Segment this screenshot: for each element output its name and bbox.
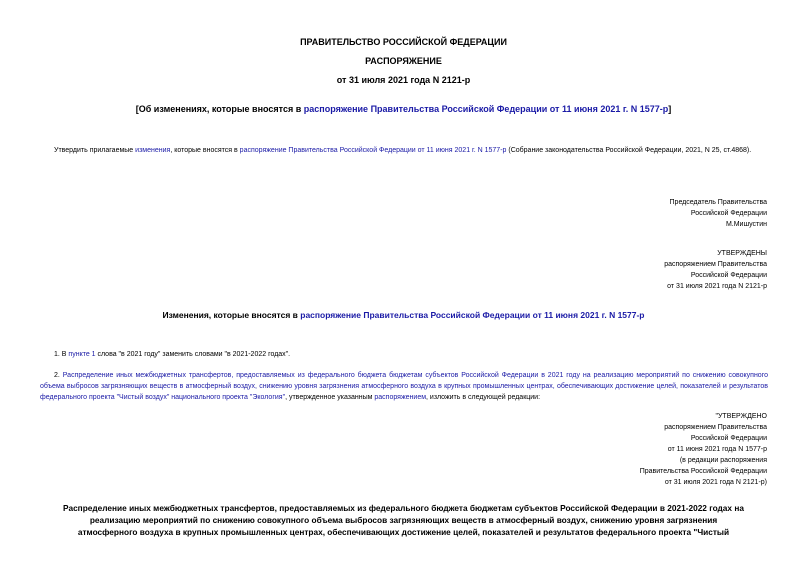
approved2-line-5: (в редакции распоряжения bbox=[679, 457, 767, 464]
distribution-title bbox=[0, 502, 807, 538]
approval-line-4: от 31 июля 2021 года N 2121-р bbox=[667, 283, 767, 290]
item-1-text-2: слова "в 2021 году" заменить словами "в 2021-2022 годах". bbox=[95, 351, 291, 358]
item-2-number: 2. bbox=[54, 372, 63, 379]
changes-title-text: Изменения, которые вносятся в bbox=[162, 310, 301, 320]
title-prefix: [Об изменениях, которые вносятся в bbox=[135, 104, 304, 114]
approved2-line-7: от 31 июля 2021 года N 2121-р) bbox=[664, 479, 767, 486]
changes-link[interactable]: изменения bbox=[135, 147, 171, 154]
item-1-text-1: 1. В bbox=[54, 351, 69, 358]
document-title bbox=[0, 104, 807, 115]
distribution-title-line-2: реализацию мероприятий по снижению совокупного объема выбросов загрязняющих веществ в атмосферный воздух, снижению уровня загрязнения bbox=[89, 515, 718, 525]
document-date-number: от 31 июля 2021 года N 2121-р bbox=[336, 75, 471, 85]
paragraph-1-link[interactable]: пункте 1 bbox=[68, 351, 96, 358]
distribution-title-line-1: Распределение иных межбюджетных трансфертов, предоставляемых из федерального бюджета бюджетам субъектов Российской Федерации в 2021-2022 годах на bbox=[63, 503, 744, 513]
approval-line-2: распоряжением Правительства bbox=[664, 261, 767, 268]
approval-line-3: Российской Федерации bbox=[690, 272, 767, 279]
document-type: РАСПОРЯЖЕНИЕ bbox=[365, 56, 442, 66]
distribution-link[interactable]: Распределение иных межбюджетных трансфертов, предоставляемых из федерального бюджета бюджетам субъектов Российской Федерации в 2021 году на реализацию мероприятий по снижению совокупного объема выбросов загрязняющих веществ в атмосферный воздух, снижению уровня загрязнения атмосферного воздуха в крупных промышленных центрах, обеспечивающих достижение целей, показателей и результатов федерального проекта "Чистый воздух" национального проекта "Экология" bbox=[40, 372, 768, 401]
approval-stamp bbox=[664, 248, 767, 292]
order-reference-link[interactable]: распоряжением bbox=[374, 394, 427, 401]
government-heading: ПРАВИТЕЛЬСТВО РОССИЙСКОЙ ФЕДЕРАЦИИ bbox=[300, 37, 507, 47]
intro-paragraph bbox=[40, 145, 768, 156]
title-link[interactable]: распоряжение Правительства Российской Федерации от 11 июня 2021 г. N 1577-р bbox=[303, 104, 669, 114]
approval-stamp-amended bbox=[640, 411, 767, 488]
signature-line-2: Российской Федерации bbox=[690, 210, 767, 217]
signature-line-1: Председатель Правительства bbox=[669, 199, 767, 206]
approved2-line-2: распоряжением Правительства bbox=[664, 424, 767, 431]
intro-text-2: , которые вносятся в bbox=[170, 147, 240, 154]
order-link[interactable]: распоряжение Правительства Российской Федерации от 11 июня 2021 г. N 1577-р bbox=[239, 147, 507, 154]
item-2-text-2: , утвержденное указанным bbox=[285, 394, 375, 401]
changes-title bbox=[0, 309, 807, 321]
approved2-line-4: от 11 июня 2021 года N 1577-р bbox=[667, 446, 767, 453]
changes-title-link[interactable]: распоряжение Правительства Российской Федерации от 11 июня 2021 г. N 1577-р bbox=[300, 310, 645, 320]
approval-line-1: УТВЕРЖДЕНЫ bbox=[717, 250, 767, 257]
intro-text-3: (Собрание законодательства Российской Федерации, 2021, N 25, ст.4868). bbox=[506, 147, 752, 154]
intro-text-1: Утвердить прилагаемые bbox=[54, 147, 136, 154]
item-2 bbox=[40, 370, 768, 403]
approved2-line-6: Правительства Российской Федерации bbox=[639, 468, 767, 475]
distribution-title-line-3: атмосферного воздуха в крупных промышленных центрах, обеспечивающих достижение целей, показателей и результатов федерального проекта "Чистый bbox=[77, 527, 730, 537]
approved2-line-1: "УТВЕРЖДЕНО bbox=[715, 413, 767, 420]
item-1 bbox=[40, 349, 768, 360]
item-2-text-3: , изложить в следующей редакции: bbox=[426, 394, 541, 401]
title-suffix: ] bbox=[668, 104, 672, 114]
signature-name: М.Мишустин bbox=[725, 221, 767, 228]
signature-block bbox=[670, 197, 767, 230]
approved2-line-3: Российской Федерации bbox=[690, 435, 767, 442]
